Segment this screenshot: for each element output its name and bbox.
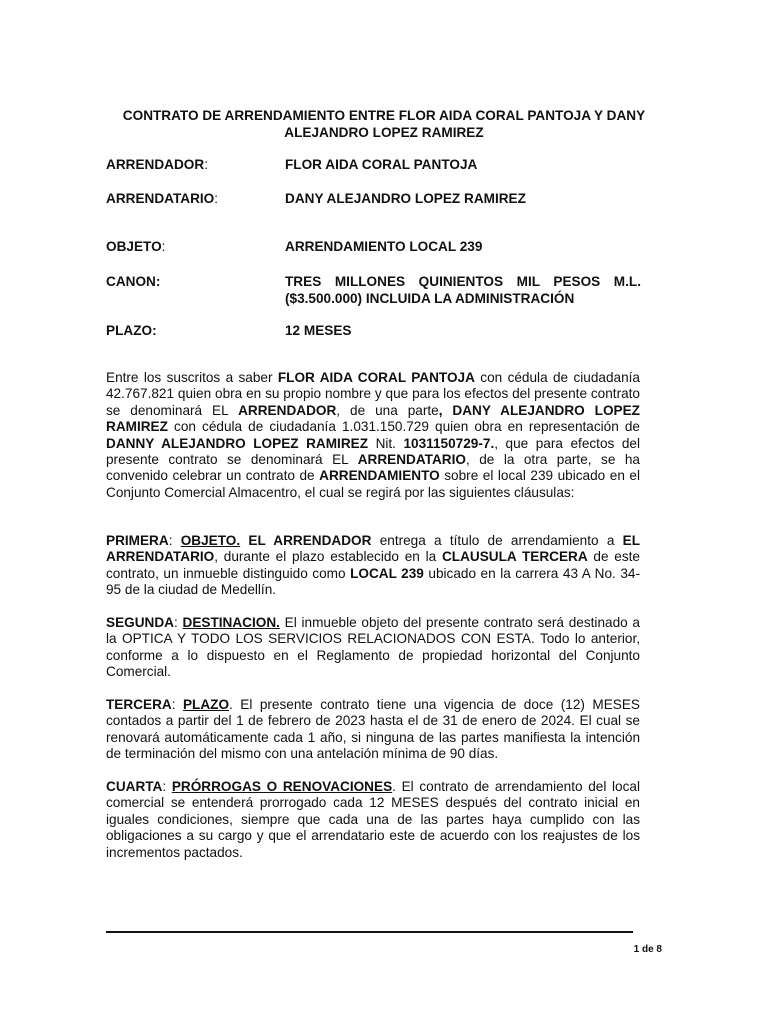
clause-number: SEGUNDA [106, 615, 174, 630]
clause-primera: PRIMERA: OBJETO. EL ARRENDADOR entrega a título de arrendamiento a EL ARRENDATARIO, durante el plazo establecido en la CLAUSULA TERCERA de este contrato, un inmueble distinguido como LOCAL 239 ubicado en la carrera 43 A No. 34-95 de la ciudad de Medellín. [106, 533, 640, 598]
clause-segunda: SEGUNDA: DESTINACION. El inmueble objeto del presente contrato será destinado a la OPTICA Y TODO LOS SERVICIOS RELACIONADOS CON ESTA. Todo lo anterior, conforme a lo dispuesto en el Reglamento de propiedad horizontal del Conjunto Comercial. [106, 615, 640, 680]
clause-cuarta: CUARTA: PRÓRROGAS O RENOVACIONES. El contrato de arrendamiento del local comercial se entenderá prorrogado cada 12 MESES después del contrato inicial en iguales condiciones, siempre que cada una de las partes haya cumplido con las obligaciones a su cargo y que el arrendatario este de acuerdo con los reajustes de los incrementos pactados. [106, 779, 640, 860]
clause-number: TERCERA [106, 697, 172, 712]
document-title: CONTRATO DE ARRENDAMIENTO ENTRE FLOR AIDA CORAL PANTOJA Y DANY ALEJANDRO LOPEZ RAMIREZ [122, 108, 646, 140]
field-label: OBJETO: [106, 239, 166, 254]
field-value: TRES MILLONES QUINIENTOS MIL PESOS M.L. ($3.500.000) INCLUIDA LA ADMINISTRACIÓN [285, 274, 641, 306]
footer-divider [106, 931, 633, 933]
clause-heading: OBJETO. [180, 533, 241, 548]
field-value: FLOR AIDA CORAL PANTOJA [285, 157, 478, 172]
clause-tercera: TERCERA: PLAZO. El presente contrato tiene una vigencia de doce (12) MESES contados a partir del 1 de febrero de 2023 hasta el de 31 de enero de 2024. El cual se renovará automáticamente cada 1 año, si ninguna de las partes manifiesta la intención de terminación del mismo con una antelación mínima de 90 días. [106, 697, 640, 762]
field-value: ARRENDAMIENTO LOCAL 239 [285, 239, 483, 254]
clause-number: PRIMERA [106, 533, 169, 548]
clause-heading: PRÓRROGAS O RENOVACIONES [171, 779, 393, 794]
field-value: DANY ALEJANDRO LOPEZ RAMIREZ [285, 191, 526, 206]
field-label: CANON: [106, 274, 161, 289]
clause-number: CUARTA [106, 779, 163, 794]
field-value: 12 MESES [285, 323, 352, 338]
intro-paragraph: Entre los suscritos a saber FLOR AIDA CORAL PANTOJA con cédula de ciudadanía 42.767.821 quien obra en su propio nombre y que para los efectos del presente contrato se denominará EL ARRENDADOR, de una parte, DANY ALEJANDRO LOPEZ RAMIREZ con cédula de ciudadanía 1.031.150.729 quien obra en representación de DANNY ALEJANDRO LOPEZ RAMIREZ Nit. 1031150729-7., que para efectos del presente contrato se denominará EL ARRENDATARIO, de la otra parte, se ha convenido celebrar un contrato de ARRENDAMIENTO sobre el local 239 ubicado en el Conjunto Comercial Almacentro, el cual se regirá por las siguientes cláusulas: [106, 370, 640, 500]
clause-heading: PLAZO [182, 697, 230, 712]
page-number: 1 de 8 [633, 944, 662, 955]
field-label: PLAZO: [106, 323, 157, 338]
field-label: ARRENDATARIO: [106, 191, 219, 206]
field-label: ARRENDADOR: [106, 157, 208, 172]
clause-heading: DESTINACION. [182, 615, 280, 630]
